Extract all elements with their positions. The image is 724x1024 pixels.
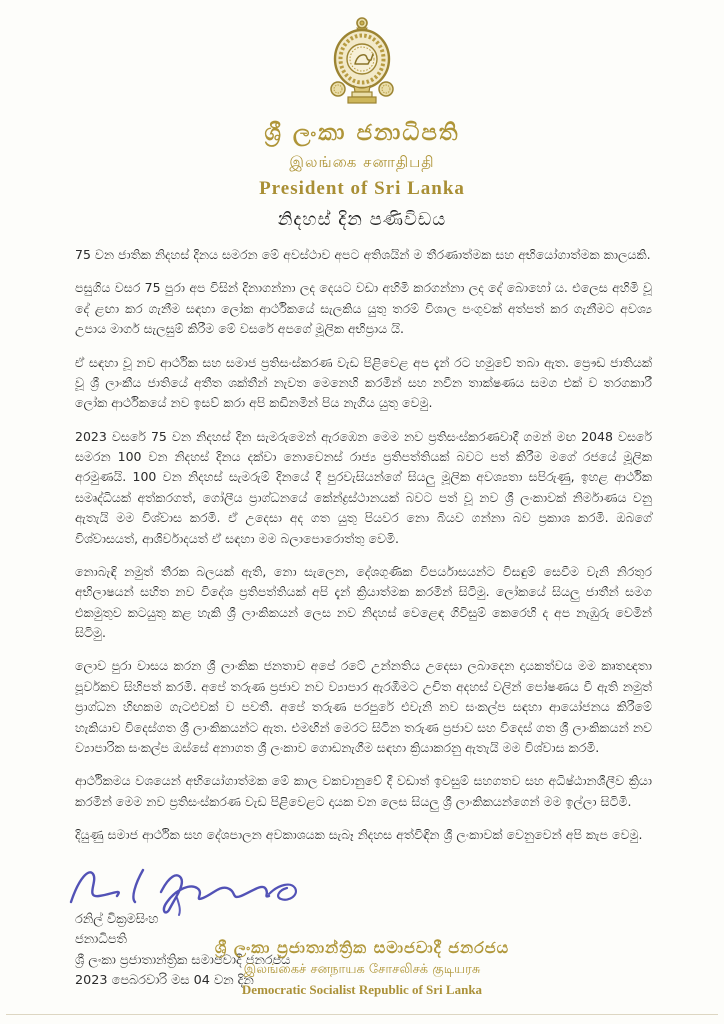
- paragraph-3: ඒ සඳහා වූ නව ආර්ථික සහ සමාජ ප්‍රතිසංස්කරණ වැඩ පිළිවෙළ අප දැන් රට හමුවේ තබා ඇත. ප්‍රෞඩ ජාතියක් වූ ශ්‍රී ලාංකීය ජාතියේ අතීත ශක්තීන් නැවත මෙනෙහි කරමින් සහ නවීන තාක්ෂණය සමග එක් ව තරගකාරී ලෝක ආර්ථිකයේ නව ඉසව් කරා අපි කඩිනමින් පිය නැගිය යුතු වෙමු.: [75, 354, 652, 411]
- letterhead-title-sinhala: ශ්‍රී ලංකා ජනාධිපති: [264, 120, 460, 146]
- paragraph-2: පසුගිය වසර 75 පුරා අප විසින් දිනාගන්නා ලද දෙයට වඩා අහිමි කරගන්නා ලද දේ බොහෝ ය. එලෙස අහිමි වූ දේ ළඟා කර ගැනීම සඳහා ලෝක ආර්ථිකයේ සැලකිය යුතු තරම් විශාල පංගුවක් අත්පත් කර ගැනීමට අවශ්‍ය උපාය මාර්ග සැලසුම් කිරීම මේ වසරේ අපගේ මූලික අභිප්‍රාය යි.: [75, 280, 652, 337]
- paragraph-4: 2023 වසරේ 75 වන නිදහස් දින සැමරුමෙන් ඇරඹෙන මෙම නව ප්‍රතිසංස්කරණවාදී ගමන් මඟ 2048 වසරේ සමරන 100 වන නිදහස් දිනය දක්වා නොවෙනස් රාජ්‍ය ප්‍රතිපත්තියක් බවට පත් කිරීම මගේ රජයේ මූලික අරමුණයි. 100 වන නිදහස් සැමරුම් දිනයේ දී පුරවැසියන්ගේ සියලු මූලික අවශ්‍යතා සපිරුණු, ඉහළ ආර්ථික සමෘද්ධියක් අත්කරගත්, ගෝලීය ප්‍රාග්ධනයේ කේන්ද්‍රස්ථානයක් බවට පත් වූ නව ශ්‍රී ලංකාවක් නිර්මාණය වනු ඇතැයි මම විශ්වාස කරමි. ඒ උදෙසා අද ගත යුතු පියවර නො බියව ගන්නා බව ප්‍රකාශ කරමි. ඔබගේ විශ්වාසයත්, ආශිර්වාදයත් ඒ සඳහා මම බලාපොරොත්තු වෙමි.: [75, 428, 652, 546]
- footer-line-tamil: இலங்கைச் சனநாயக சோசலிசக் குடியரசு: [243, 962, 481, 977]
- paragraph-1: 75 වන ජාතික නිදහස් දිනය සමරන මේ අවස්ථාව අපට අතිශයින් ම තීරණාත්මක සහ අභියෝගාත්මක කාලයකි.: [75, 247, 651, 262]
- letter-footer: [0, 938, 724, 998]
- footer-line-sinhala: ශ්‍රී ලංකා ප්‍රජාතාන්ත්‍රික සමාජවාදී ජනරජය: [214, 938, 510, 957]
- signatory-organization: ශ්‍රී ලංකා ප්‍රජාතාන්ත්‍රික සමාජවාදී ජනරජය: [75, 952, 291, 968]
- letterhead-title-tamil: இலங்கை சனாதிபதி: [289, 153, 435, 171]
- message-subject-heading: නිදහස් දින පණිවිඩය: [277, 209, 447, 230]
- signatory-name: රනිල් වික්‍රමසිංහ: [75, 911, 159, 927]
- sri-lanka-national-emblem-icon: [326, 16, 398, 114]
- message-date: 2023 පෙබරවාරි මස 04 වන දින: [75, 973, 254, 989]
- emblem-container: [0, 16, 724, 114]
- footer-line-english: Democratic Socialist Republic of Sri Lanka: [241, 982, 483, 997]
- letterhead-title-english: President of Sri Lanka: [259, 178, 465, 199]
- message-body: [75, 245, 652, 845]
- paragraph-8: දියුණු සමාජ ආර්ථික සහ දේශපාලන අවකාශයක සැබෑ නිදහස අත්විඳින ශ්‍රී ලංකාවක් වෙනුවෙන් අපි කැප වෙමු.: [75, 827, 643, 842]
- paragraph-6: ලොව පුරා වාසය කරන ශ්‍රී ලාංකික ජනතාව අපේ රටේ උන්නතිය උදෙසා ලබාදෙන දායකත්වය මම කෘතඥතා පූර්වකව සිහිපත් කරමි. අපේ තරුණ ප්‍රජාව නව ව්‍යාපාර ඇරඹීමට උචිත අදහස් වලින් පෝෂණය වී ඇති නමුත් ප්‍රාග්ධන හිඟකම ගැටළුවක් ව පවතී. අපේ තරුණ පරපුරේ එවැනි නව සංකල්ප සඳහා ආයෝජනය කිරීමේ හැකියාව විදෙස්ගත ශ්‍රී ලාංකිකයන්ට ඇත. එමඟින් මෙරට සිටින තරුණ ප්‍රජාව සහ විදෙස් ගත ශ්‍රී ලාංකිකයන් නව ව්‍යාපාරික සංකල්ප ඔස්සේ අනාගත ශ්‍රී ලංකාව ගොඩනැගීම සඳහා ක්‍රියාකරනු ඇතැයි මම විශ්වාස කරමි.: [75, 658, 652, 755]
- signatory-title: ජනාධිපති: [75, 932, 127, 948]
- paragraph-5: නොබැඳි නමුත් තීරක බලයක් ඇති, නො සැලෙන, දේශගුණික විපර්යාසයන්ට විසඳුම් සෙවීම වැනි නිරතුර අභිලාෂයන් සහිත නව විදේශ ප්‍රතිපත්තියක් අපි දැන් ක්‍රියාත්මක කරමින් සිටිමු. ලෝකයේ සියලු ජාතීන් සමග එකමුතුව කටයුතු කළ හැකි ශ්‍රී ලාංකිකයන් ලෙස නව නිදහස් වෙළෙඳ ගිවිසුම් කෙරෙහි ද අප නැඹුරු වෙමින් සිටිමු.: [75, 563, 652, 640]
- page-bottom-edge: [6, 1014, 718, 1015]
- paragraph-7: ආර්ථිකමය වශයෙන් අභියෝගාත්මක මේ කාල වකවානුවේ දී වඩාත් ඉවසුම් සහගතව සහ අධිෂ්ඨානශීලීව ක්‍රියා කරමින් මෙම නව ප්‍රතිසංස්කරණ වැඩ පිළිවෙළට දායක වන ලෙස සියලු ශ්‍රී ලාංකිකයන්ගෙන් මම ඉල්ලා සිටිමි.: [75, 773, 652, 809]
